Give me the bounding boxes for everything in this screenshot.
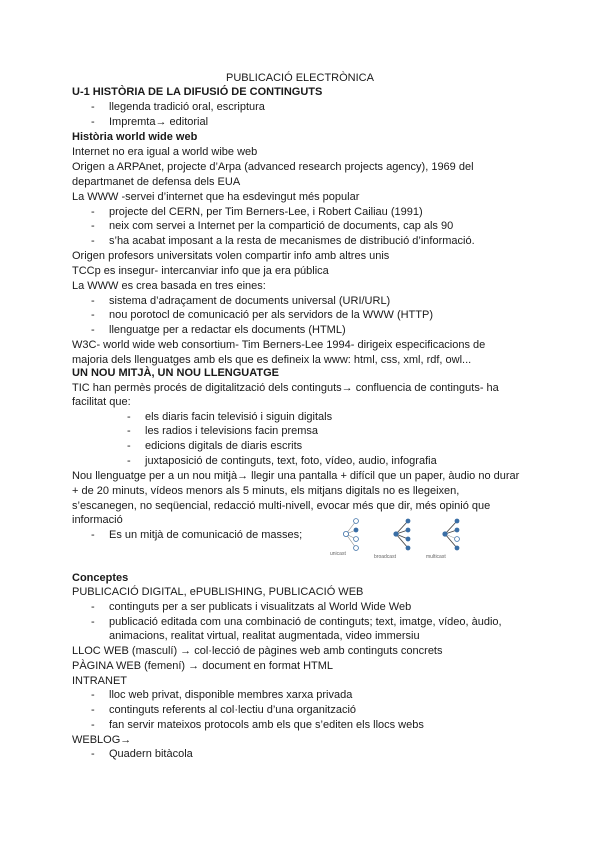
mass-item: Es un mitjà de comunicació de masses;	[109, 529, 303, 541]
bullet: -	[127, 411, 131, 423]
www-heading: Història world wide web	[72, 131, 198, 143]
bullet: -	[91, 601, 95, 613]
concepts-heading: Conceptes	[72, 572, 129, 584]
def-line: INTRANET	[72, 675, 127, 687]
u1-item: llegenda tradició oral, escriptura	[109, 101, 265, 113]
bullet: -	[91, 309, 95, 321]
origin-line: La WWW es crea basada en tres eines:	[72, 280, 266, 292]
bullet: -	[91, 206, 95, 218]
bullet: -	[91, 116, 95, 128]
bullet: -	[91, 101, 95, 113]
intranet-item: continguts referents al col·lectiu d’una organització	[109, 704, 357, 716]
pub-item-cont: animacions, realitat virtual, realitat augmentada, video immersiu	[109, 630, 420, 642]
bullet: -	[91, 748, 95, 760]
document-title: PUBLICACIÓ ELECTRÒNICA	[226, 72, 374, 84]
bullet: -	[91, 689, 95, 701]
multicast-graphic	[442, 519, 459, 551]
bullet: -	[127, 440, 131, 452]
tic-item: edicions digitals de diaris escrits	[145, 440, 303, 452]
www-line: departmanet de defensa dels EUA	[72, 176, 241, 188]
intranet-item: fan servir mateixos protocols amb els que s’editen els llocs webs	[109, 719, 424, 731]
tic-line: TIC han permès procés de digitalització dels continguts→ confluencia de continguts- ha	[72, 382, 499, 394]
pub-line: PUBLICACIÓ DIGITAL, ePUBLISHING, PUBLICACIÓ WEB	[72, 586, 364, 598]
tools-item: nou porotocl de comunicació per als servidors de la WWW (HTTP)	[109, 309, 433, 321]
bullet: -	[91, 324, 95, 336]
lang-line: informació	[72, 514, 123, 526]
bullet: -	[91, 295, 95, 307]
broadcast-graphic	[393, 519, 410, 551]
lang-line: s’escanegen, no seqüencial, redacció multi-nivell, evocar més que dir, més opinió que	[72, 500, 491, 512]
w3c-line: W3C- world wide web consortium- Tim Berners-Lee 1994- dirigeix especificacions de	[72, 339, 486, 351]
def-line: PÀGINA WEB (femení) → document en format HTML	[72, 660, 334, 672]
tic-item: juxtaposició de continguts, text, foto, vídeo, audio, infografia	[145, 455, 437, 467]
weblog-line: WEBLOG→	[72, 734, 132, 746]
tic-item: les radios i televisions facin premsa	[145, 425, 319, 437]
bullet: -	[91, 220, 95, 232]
cast-diagram	[318, 516, 488, 566]
origin-line: Origen profesors universitats volen compartir info amb altres unis	[72, 250, 390, 262]
unit1-heading: U-1 HISTÒRIA DE LA DIFUSIÓ DE CONTINGUTS	[72, 86, 323, 98]
tic-item: els diaris facin televisió i siguin digitals	[145, 411, 333, 423]
www-item: projecte del CERN, per Tim Berners-Lee, i Robert Cailiau (1991)	[109, 206, 423, 218]
pub-item: continguts per a ser publicats i visualitzats al World Wide Web	[109, 601, 412, 613]
pub-item: publicació editada com una combinació de continguts; text, imatge, vídeo, àudio,	[109, 616, 502, 628]
www-line: Origen a ARPAnet, projecte d’Arpa (advanced research projects agency), 1969 del	[72, 161, 474, 173]
unicast-graphic	[343, 519, 358, 551]
w3c-line: majoria dels llenguatges amb els que es defineix la www: html, css, xml, rdf, owl...	[72, 354, 472, 366]
www-line: La WWW -servei d’internet que ha esdevingut més popular	[72, 191, 360, 203]
www-line: Internet no era igual a world wibe web	[72, 146, 258, 158]
tic-line: facilitat que:	[72, 396, 131, 408]
bullet: -	[91, 529, 95, 541]
www-item: neix com servei a Internet per la compartició de documents, cap als 90	[109, 220, 454, 232]
bullet: -	[91, 704, 95, 716]
multicast-label: multicast	[426, 554, 446, 560]
bullet: -	[91, 235, 95, 247]
broadcast-label: broadcast	[374, 554, 396, 560]
weblog-item: Quadern bitàcola	[109, 748, 193, 760]
tools-item: llenguatge per a redactar els documents (HTML)	[109, 324, 346, 336]
def-line: LLOC WEB (masculí) → col·lecció de pàgines web amb continguts concrets	[72, 645, 443, 657]
www-item: s’ha acabat imposant a la resta de mecanismes de distribució d’informació.	[109, 235, 475, 247]
origin-line: TCCp es insegur- intercanviar info que ja era pública	[72, 265, 329, 277]
lang-line: + de 20 minuts, vídeos menors als 5 minuts, els mitjans digitals no es llegeixen,	[72, 485, 460, 497]
unicast-label: unicast	[330, 551, 346, 557]
intranet-item: lloc web privat, disponible membres xarxa privada	[109, 689, 353, 701]
bullet: -	[127, 425, 131, 437]
bullet: -	[91, 616, 95, 628]
lang-line: Nou llenguatge per a un nou mitjà→ llegir una pantalla + difícil que un paper, àudio no durar	[72, 470, 520, 482]
bullet: -	[91, 719, 95, 731]
bullet: -	[127, 455, 131, 467]
tools-item: sistema d’adraçament de documents universal (URI/URL)	[109, 295, 391, 307]
u1-item: Impremta→ editorial	[109, 116, 209, 128]
new-media-heading: UN NOU MITJÀ, UN NOU LLENGUATGE	[72, 367, 279, 379]
